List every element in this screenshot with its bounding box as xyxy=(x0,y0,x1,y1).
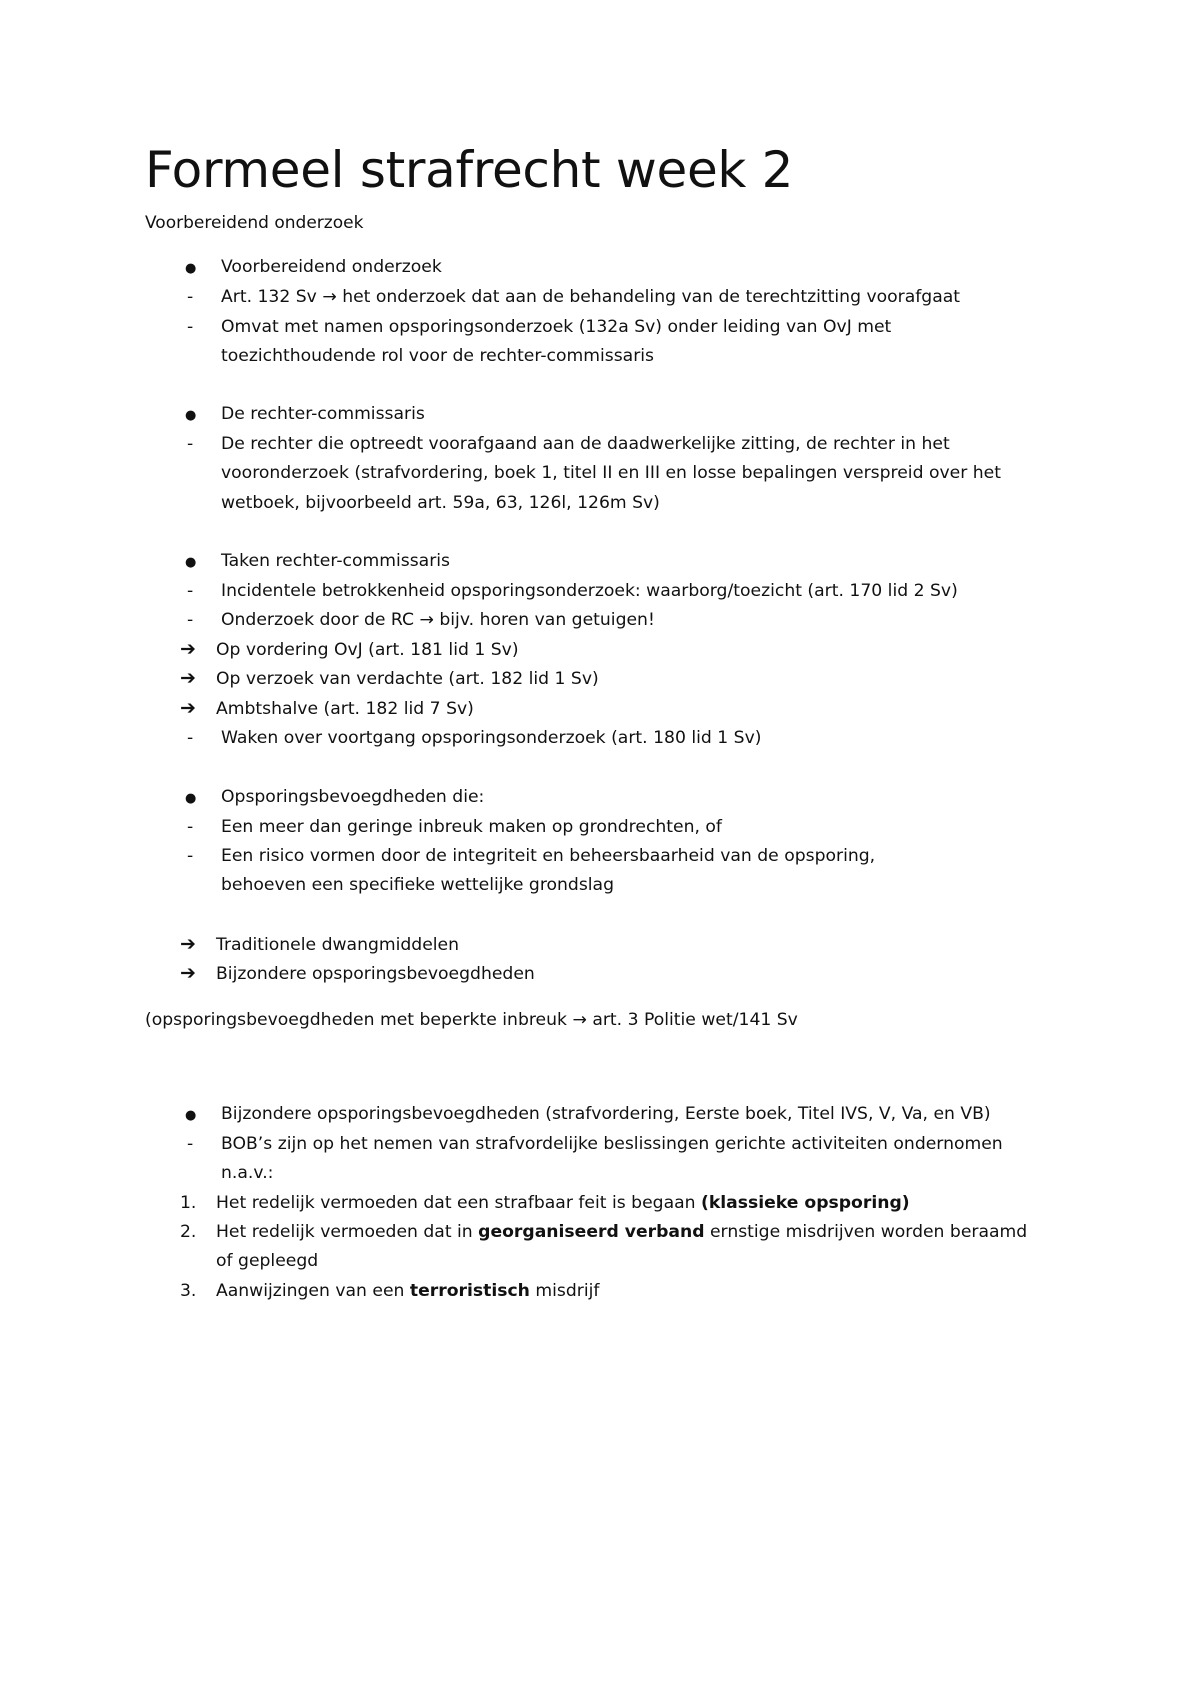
dash-marker: - xyxy=(187,610,194,630)
bullet-icon: ● xyxy=(185,261,197,276)
dash-marker: - xyxy=(187,287,194,307)
list-item-omvat-continued: toezichthoudende rol voor de rechter-commissaris xyxy=(221,346,655,366)
section-heading-bob: Bijzondere opsporingsbevoegdheden (strafvordering, Eerste boek, Titel IVS, V, Va, en VB) xyxy=(221,1104,991,1124)
arrow-right-icon: → xyxy=(322,287,337,307)
document-title: Formeel strafrecht week 2 xyxy=(145,141,794,199)
bullet-icon: ● xyxy=(185,408,197,423)
arrow-item-vordering: Op vordering OvJ (art. 181 lid 1 Sv) xyxy=(216,640,519,660)
arrow-bullet-icon: ➔ xyxy=(180,933,196,955)
list-item-bob-definition: BOB’s zijn op het nemen van strafvordelijke beslissingen gerichte activiteiten ondernomen xyxy=(221,1134,1003,1154)
list-item-bob-definition-continued: n.a.v.: xyxy=(221,1163,274,1183)
dash-marker: - xyxy=(187,817,194,837)
list-item-rc-definition-continued: vooronderzoek (strafvordering, boek 1, titel II en III en losse bepalingen verspreid over het xyxy=(221,463,1001,483)
list-item-onderzoek-rc: Onderzoek door de RC → bijv. horen van getuigen! xyxy=(221,610,655,630)
bullet-icon: ● xyxy=(185,791,197,806)
list-item-risico: Een risico vormen door de integriteit en beheersbaarheid van de opsporing, xyxy=(221,846,876,866)
section-heading-voorbereidend: Voorbereidend onderzoek xyxy=(221,257,442,277)
arrow-right-icon: → xyxy=(572,1010,587,1030)
list-item-art132: Art. 132 Sv → het onderzoek dat aan de behandeling van de terechtzitting voorafgaat xyxy=(221,287,961,307)
dash-marker: - xyxy=(187,728,194,748)
dash-marker: - xyxy=(187,846,194,866)
arrow-item-ambtshalve: Ambtshalve (art. 182 lid 7 Sv) xyxy=(216,699,474,719)
numbered-item-2-continued: of gepleegd xyxy=(216,1251,319,1271)
arrow-item-bijzondere: Bijzondere opsporingsbevoegdheden xyxy=(216,964,535,984)
bullet-icon: ● xyxy=(185,555,197,570)
section-heading-rc: De rechter-commissaris xyxy=(221,404,425,424)
dash-marker: - xyxy=(187,317,194,337)
numbered-item-3: Aanwijzingen van een terroristisch misdrijf xyxy=(216,1281,600,1301)
number-marker: 3. xyxy=(180,1281,197,1301)
dash-marker: - xyxy=(187,434,194,454)
list-item-inbreuk: Een meer dan geringe inbreuk maken op grondrechten, of xyxy=(221,817,722,837)
list-item-omvat: Omvat met namen opsporingsonderzoek (132a Sv) onder leiding van OvJ met xyxy=(221,317,892,337)
dash-marker: - xyxy=(187,581,194,601)
number-marker: 2. xyxy=(180,1222,197,1242)
dash-marker: - xyxy=(187,1134,194,1154)
arrow-right-icon: → xyxy=(419,610,434,630)
numbered-item-1: Het redelijk vermoeden dat een strafbaar feit is begaan (klassieke opsporing) xyxy=(216,1193,910,1213)
list-item-incidentele: Incidentele betrokkenheid opsporingsonderzoek: waarborg/toezicht (art. 170 lid 2 Sv) xyxy=(221,581,958,601)
section-heading-taken: Taken rechter-commissaris xyxy=(221,551,451,571)
list-item-waken: Waken over voortgang opsporingsonderzoek (art. 180 lid 1 Sv) xyxy=(221,728,762,748)
number-marker: 1. xyxy=(180,1193,197,1213)
document-subtitle: Voorbereidend onderzoek xyxy=(145,213,364,233)
list-item-rc-definition-continued-2: wetboek, bijvoorbeeld art. 59a, 63, 126l, 126m Sv) xyxy=(221,493,660,513)
arrow-bullet-icon: ➔ xyxy=(180,962,196,984)
arrow-item-traditionele: Traditionele dwangmiddelen xyxy=(216,935,460,955)
arrow-item-verzoek: Op verzoek van verdachte (art. 182 lid 1 Sv) xyxy=(216,669,599,689)
arrow-bullet-icon: ➔ xyxy=(180,697,196,719)
section-heading-opsporingsbevoegdheden: Opsporingsbevoegdheden die: xyxy=(221,787,485,807)
bullet-icon: ● xyxy=(185,1108,197,1123)
numbered-item-2: Het redelijk vermoeden dat in georganiseerd verband ernstige misdrijven worden beraamd xyxy=(216,1222,1028,1242)
note-beperkte-inbreuk: (opsporingsbevoegdheden met beperkte inbreuk → art. 3 Politie wet/141 Sv xyxy=(145,1010,798,1030)
list-item-risico-continued: behoeven een specifieke wettelijke grondslag xyxy=(221,875,614,895)
arrow-bullet-icon: ➔ xyxy=(180,638,196,660)
list-item-rc-definition: De rechter die optreedt voorafgaand aan de daadwerkelijke zitting, de rechter in het xyxy=(221,434,950,454)
arrow-bullet-icon: ➔ xyxy=(180,667,196,689)
